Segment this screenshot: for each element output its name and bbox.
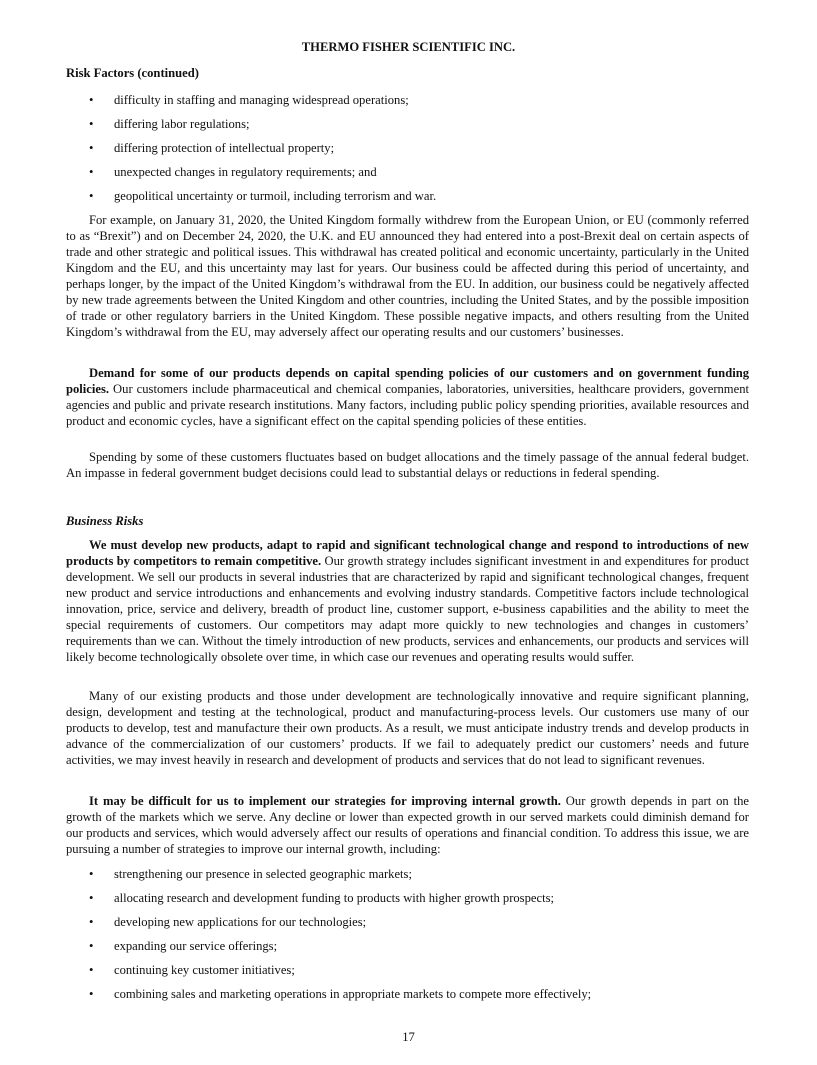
list-item-text: differing protection of intellectual property; bbox=[114, 141, 335, 155]
brexit-paragraph: For example, on January 31, 2020, the United Kingdom formally withdrew from the European Union, or EU (commonly referred to as “Brexit”) and on December 24, 2020, the U.K. and EU announced they had entered into a post-Brexit deal on certain aspects of trade and other strategic and political issues. This withdrawal has created political and economic uncertainty, particularly in the United Kingdom and the EU, and this uncertainty may last for years. Our business could be affected during this period of uncertainty, and perhaps longer, by the impact of the United Kingdom’s withdrawal from the EU. In addition, our business could be negatively affected by new trade agreements between the United Kingdom and other countries, including the United States, and by the possible imposition of trade or other regulatory barriers in the United Kingdom. These possible negative impacts, and others resulting from the United Kingdom’s withdrawal from the EU, may adversely affect our operating results and our customers’ businesses. bbox=[66, 213, 749, 339]
bullet-icon: • bbox=[89, 939, 94, 953]
bullet-icon: • bbox=[89, 963, 94, 977]
page-number: 17 bbox=[402, 1030, 415, 1044]
growth-paragraph bbox=[66, 793, 749, 857]
new-products-paragraph-lead: We must develop new products, adapt to rapid and significant technological change and respond to introductions of new products by competitors to remain competitive. bbox=[66, 538, 749, 568]
list-item-text: strengthening our presence in selected geographic markets; bbox=[114, 867, 412, 881]
bullet-icon: • bbox=[89, 915, 94, 929]
list-item-text: allocating research and development funding to products with higher growth prospects; bbox=[114, 891, 554, 905]
existing-products-paragraph: Many of our existing products and those under development are technologically innovative and require significant planning, design, development and testing at the technological, product and manufacturing-process levels. Our customers use many of our products to develop, test and manufacture their own products. As a result, we must anticipate industry trends and develop products in advance of the commercialization of our customers’ products. If we fail to adequately predict our customers’ needs and future activities, we may invest heavily in research and development of products and services that do not lead to significant revenues. bbox=[66, 689, 749, 767]
list-item-text: expanding our service offerings; bbox=[114, 939, 278, 953]
bullet-icon: • bbox=[89, 189, 94, 203]
list-item-text: combining sales and marketing operations in appropriate markets to compete more effectively; bbox=[114, 987, 592, 1001]
list-item-text: unexpected changes in regulatory requirements; and bbox=[114, 165, 377, 179]
spending-paragraph: Spending by some of these customers fluctuates based on budget allocations and the timely passage of the annual federal budget. An impasse in federal government budget decisions could lead to substantial delays or reductions in federal spending. bbox=[66, 450, 749, 480]
new-products-paragraph bbox=[66, 537, 749, 665]
company-header: THERMO FISHER SCIENTIFIC INC. bbox=[301, 40, 516, 54]
business-risks-heading: Business Risks bbox=[66, 514, 144, 528]
list-item-text: difficulty in staffing and managing widespread operations; bbox=[114, 93, 409, 107]
growth-paragraph-lead: It may be difficult for us to implement our strategies for improving internal growth. bbox=[89, 794, 561, 808]
bullet-icon: • bbox=[89, 93, 94, 107]
bullet-icon: • bbox=[89, 987, 94, 1001]
bullet-icon: • bbox=[89, 141, 94, 155]
section-title: Risk Factors (continued) bbox=[66, 66, 199, 80]
bullet-icon: • bbox=[89, 867, 94, 881]
list-item-text: continuing key customer initiatives; bbox=[114, 963, 295, 977]
bullet-icon: • bbox=[89, 117, 94, 131]
bullet-icon: • bbox=[89, 165, 94, 179]
list-item-text: geopolitical uncertainty or turmoil, including terrorism and war. bbox=[114, 189, 437, 203]
demand-paragraph-body: Our customers include pharmaceutical and chemical companies, laboratories, universities, healthcare providers, government agencies and public and private research institutions. Many factors, including public policy spending priorities, available resources and product and economic cycles, have a significant effect on the capital spending policies of these entities. bbox=[66, 382, 749, 428]
demand-paragraph bbox=[66, 365, 749, 429]
list-item-text: developing new applications for our technologies; bbox=[114, 915, 367, 929]
demand-paragraph-lead: Demand for some of our products depends on capital spending policies of our customers and on government funding policies. bbox=[66, 366, 749, 396]
new-products-paragraph-body: Our growth strategy includes significant investment in and expenditures for product development. We sell our products in several industries that are characterized by rapid and significant technological changes, frequent new product and service introductions and enhancements and evolving industry standards. Competitive factors include technological innovation, price, service and delivery, breadth of product line, customer support, e-business capabilities and the ability to meet the special requirements of customers. Our competitors may adapt more quickly to new technologies and changes in customers’ requirements than we can. Without the timely introduction of new products, services and enhancements, our products and services will likely become technologically obsolete over time, in which case our revenues and operating results would suffer. bbox=[66, 554, 749, 664]
growth-paragraph-body: Our growth depends in part on the growth of the markets which we serve. Any decline or lower than expected growth in our served markets could diminish demand for our products and services, which would adversely affect our results of operations and financial condition. To address this issue, we are pursuing a number of strategies to improve our internal growth, including: bbox=[66, 794, 749, 856]
bullet-icon: • bbox=[89, 891, 94, 905]
list-item-text: differing labor regulations; bbox=[114, 117, 250, 131]
